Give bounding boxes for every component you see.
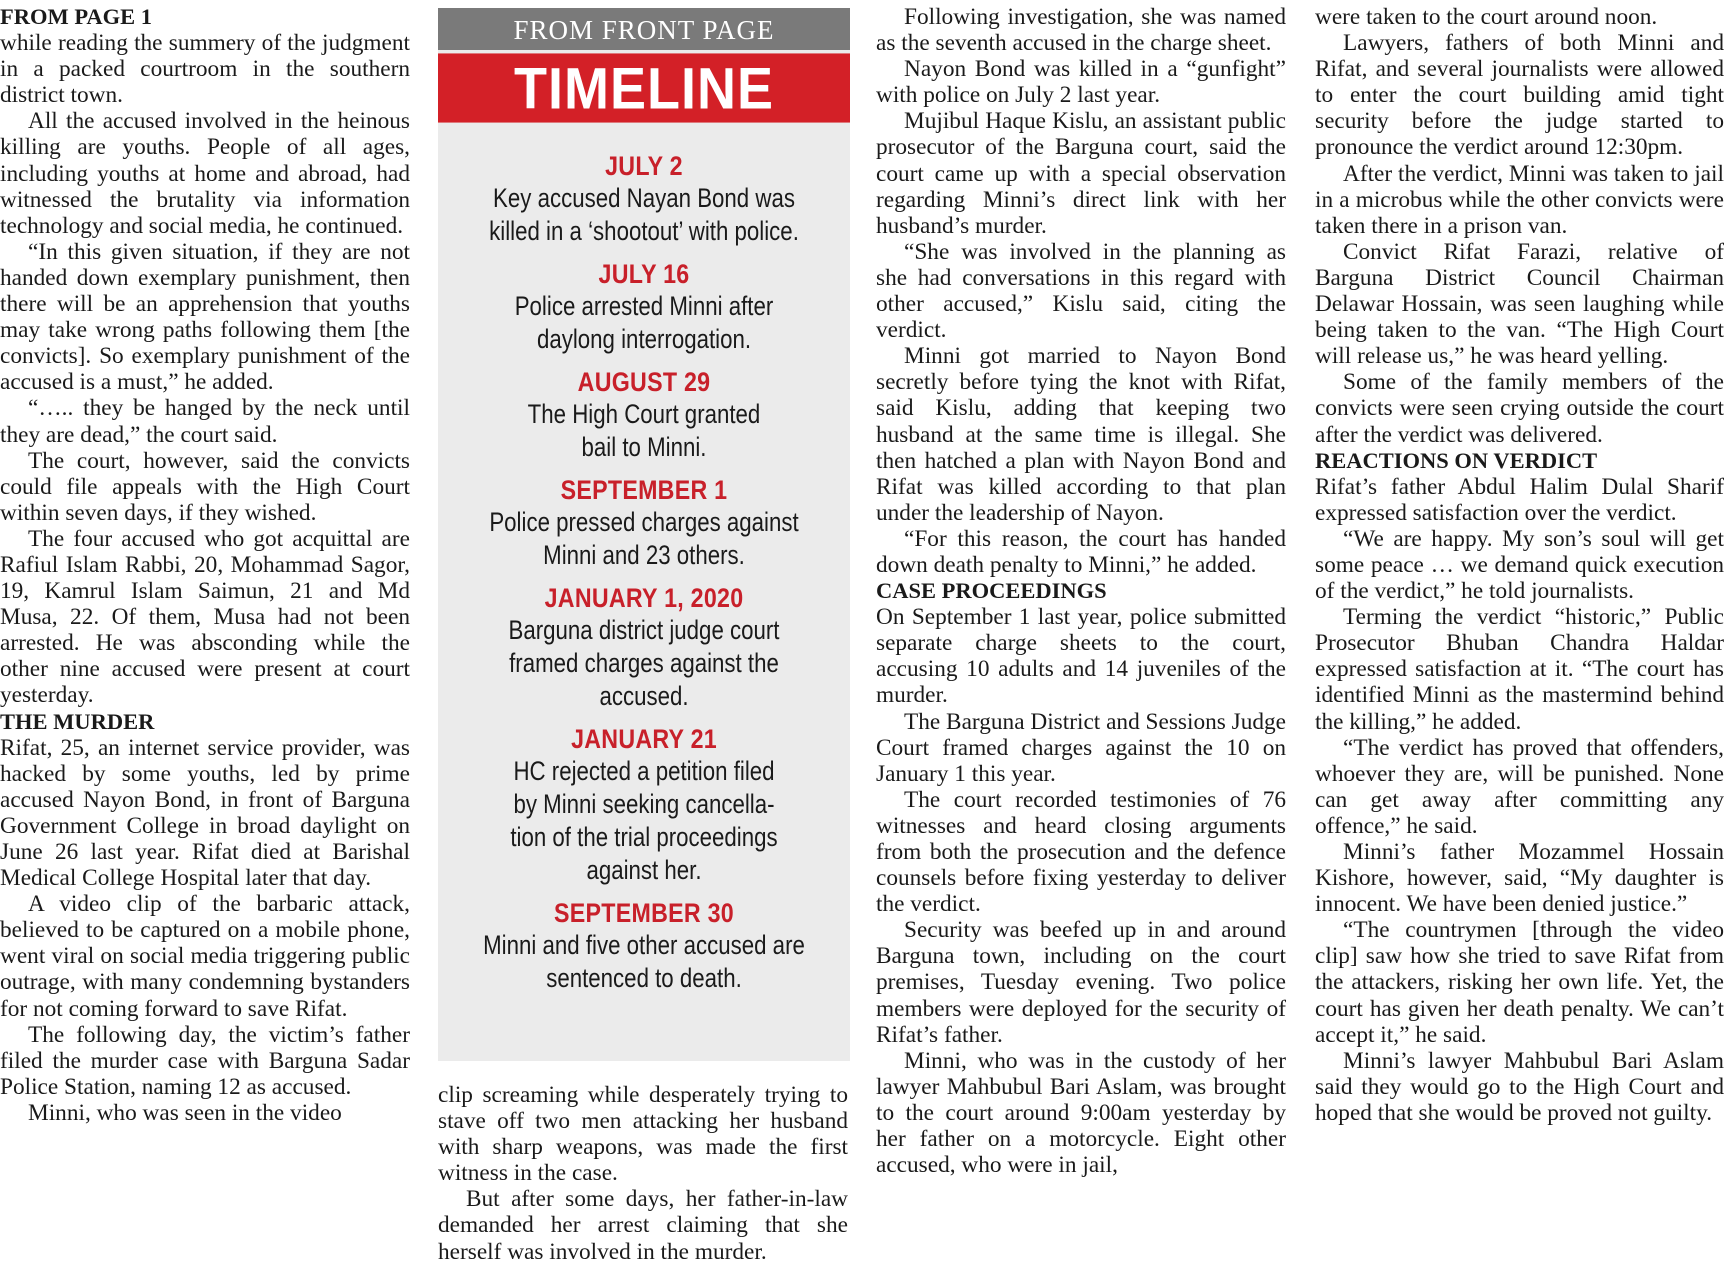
paragraph: After the verdict, Minni was taken to jail in a microbus while the other convicts were taken there in a prison van. [1315,160,1724,239]
event-line: killed in a ‘shootout’ with police. [489,216,799,246]
event-date: JULY 2 [605,151,683,181]
from-front-page-banner: FROM FRONT PAGE [438,8,850,50]
event-line: Minni and 23 others. [543,540,745,570]
event-line: bail to Minni. [581,432,707,462]
event-line: HC rejected a petition filed [513,756,775,786]
timeline-box [438,8,850,1061]
paragraph: “We are happy. My son’s soul will get some peace … we demand quick execution of the verdict,” he told journalists. [1315,525,1724,605]
event-date: SEPTEMBER 1 [560,475,728,505]
paragraph: The four accused who got acquittal are Rafiul Islam Rabbi, 20, Mohammad Sagor, 19, Kamrul Islam Saimun, 21 and Md Musa, 22. Of them, Musa had not been arrested. He was absconding while the other nine accused were present at court yesterday. [0,525,410,709]
timeline-events [438,120,850,995]
event-line: tion of the trial proceedings [510,822,778,852]
timeline-event [438,897,850,995]
event-line: Police pressed charges against [489,507,799,537]
event-line: daylong interrogation. [536,324,752,354]
paragraph: All the accused involved in the heinous killing are youths. People of all ages, including youths at home and abroad, had witnessed the brutality via information technology and social media, he continued. [0,108,410,239]
paragraph: But after some days, her father-in-law demanded her arrest claiming that she herself was involved in the murder. [438,1186,848,1265]
event-line: accused. [599,681,689,711]
event-description [442,929,845,995]
subhead-reactions-on-verdict: REACTIONS ON VERDICT [1315,447,1598,473]
timeline-event [438,150,850,248]
timeline-event [438,474,850,572]
event-description [442,506,845,572]
timeline-title: TIMELINE [438,53,850,122]
paragraph: Nayon Bond was killed in a “gunfight” with police on July 2 last year. [876,56,1286,109]
timeline-event [438,258,850,356]
event-date: JANUARY 21 [571,724,717,754]
article-column-1 [0,4,410,1126]
paragraph: On September 1 last year, police submitted separate charge sheets to the court, accusing 10 adults and 14 juveniles of the murder. [876,604,1286,709]
article-column-3 [876,4,1286,1178]
paragraph: Minni, who was in the custody of her lawyer Mahbubul Bari Aslam, was brought to the court around 9:00am yesterday by her father on a motorcycle. Eight other accused, who were in jail, [876,1047,1286,1179]
timeline-event [438,366,850,464]
paragraph: Minni’s father Mozammel Hossain Kishore, however, said, “My daughter is innocent. We have been denied justice.” [1315,839,1724,918]
paragraph: Lawyers, fathers of both Minni and Rifat, and several journalists were allowed to enter the court building amid tight security before the judge started to pronounce the verdict around 12:30pm. [1315,30,1724,161]
paragraph: Convict Rifat Farazi, relative of Barguna District Council Chairman Delawar Hossain, was seen laughing while being taken to the van. “The High Court will release us,” he was heard yelling. [1315,238,1724,370]
event-line: Barguna district judge court [508,615,780,645]
paragraph: while reading the summery of the judgment in a packed courtroom in the southern district town. [0,30,410,109]
paragraph: “The verdict has proved that offenders, whoever they are, will be punished. None can get away after committing any offence,” he said. [1315,734,1724,839]
paragraph: Minni, who was seen in the video [28,1099,342,1126]
paragraph: “In this given situation, if they are not handed down exemplary punishment, then there will be an apprehension that youths may take wrong paths following them [the convicts]. So exemplary punishment of the accused is a must,” he added. [0,238,410,396]
event-line: by Minni seeking cancella- [513,789,775,819]
paragraph: Rifat’s father Abdul Halim Dulal Sharif expressed satisfaction over the verdict. [1315,473,1724,526]
paragraph: Minni’s lawyer Mahbubul Bari Aslam said they would go to the High Court and hoped that she would be proved not guilty. [1315,1047,1724,1126]
article-column-2 [438,1082,848,1265]
paragraph: clip screaming while desperately trying to stave off two men attacking her husband with sharp weapons, was made the first witness in the case. [438,1082,848,1187]
article-column-4 [1315,4,1724,1126]
paragraph: A video clip of the barbaric attack, believed to be captured on a mobile phone, went viral on social media triggering public outrage, with many condemning bystanders for not coming forward to save Rifat. [0,891,410,1022]
event-date: JANUARY 1, 2020 [544,583,744,613]
event-description [442,182,845,248]
event-line: sentenced to death. [546,963,742,993]
event-line: The High Court granted [527,399,761,429]
paragraph: “The countrymen [through the video clip] saw how she tried to save Rifat from the attackers, risking her own life. Yet, the court has given her death penalty. We can’t accept it,” he said. [1315,917,1724,1048]
subhead-case-proceedings: CASE PROCEEDINGS [876,578,1107,604]
paragraph: “….. they be hanged by the neck until they are dead,” the court said. [0,395,410,448]
event-date: SEPTEMBER 30 [554,898,734,928]
event-description [442,398,845,464]
timeline-event [438,582,850,713]
paragraph: Security was beefed up in and around Barguna town, including on the court premises, Tuesday evening. Two police members were deployed for the security of Rifat’s father. [876,917,1286,1048]
event-description [442,290,845,356]
paragraph: “For this reason, the court has handed down death penalty to Minni,” he added. [876,525,1286,578]
event-line: Minni and five other accused are [483,930,805,960]
paragraph: The court, however, said the convicts could file appeals with the High Court within seven days, if they wished. [0,447,410,526]
event-line: against her. [586,855,702,885]
event-description [442,614,845,713]
event-date: AUGUST 29 [577,367,711,397]
paragraph: Following investigation, she was named as the seventh accused in the charge sheet. [876,4,1286,57]
paragraph: The court recorded testimonies of 76 witnesses and heard closing arguments from both the prosecution and the defence counsels before fixing yesterday to deliver the verdict. [876,786,1286,918]
event-line: framed charges against the [509,648,779,678]
event-date: JULY 16 [598,259,690,289]
continuation-kicker: FROM PAGE 1 [0,4,153,29]
paragraph: Mujibul Haque Kislu, an assistant public prosecutor of the Barguna court, said the court came up with a special observation regarding Minni’s direct link with her husband’s murder. [876,108,1286,239]
paragraph: The following day, the victim’s father filed the murder case with Barguna Sadar Police Station, naming 12 as accused. [0,1021,410,1100]
event-description [442,755,845,887]
paragraph: “She was involved in the planning as she had conversations in this regard with other accused,” Kislu said, citing the verdict. [876,238,1286,344]
paragraph: were taken to the court around noon. [1315,4,1658,30]
paragraph: Terming the verdict “historic,” Public Prosecutor Bhuban Chandra Haldar expressed satisfaction at it. “The court has identified Minni as the mastermind behind the killing,” he added. [1315,604,1724,735]
paragraph: Rifat, 25, an internet service provider, was hacked by some youths, led by prime accused Nayon Bond, in front of Barguna Government College in broad daylight on June 26 last year. Rifat died at Barishal Medical College Hospital later that day. [0,734,410,892]
paragraph: The Barguna District and Sessions Judge Court framed charges against the 10 on January 1 this year. [876,708,1286,787]
subhead-the-murder: THE MURDER [0,708,155,734]
paragraph: Some of the family members of the convicts were seen crying outside the court after the verdict was delivered. [1315,369,1724,448]
event-line: Police arrested Minni after [514,291,774,321]
event-line: Key accused Nayan Bond was [493,183,795,213]
paragraph: Minni got married to Nayon Bond secretly before tying the knot with Rifat, said Kislu, adding that keeping two husband at the same time is illegal. She then hatched a plan with Nayon Bond and Rifat was killed according to that plan under the leadership of Nayon. [876,343,1286,526]
timeline-event [438,723,850,887]
